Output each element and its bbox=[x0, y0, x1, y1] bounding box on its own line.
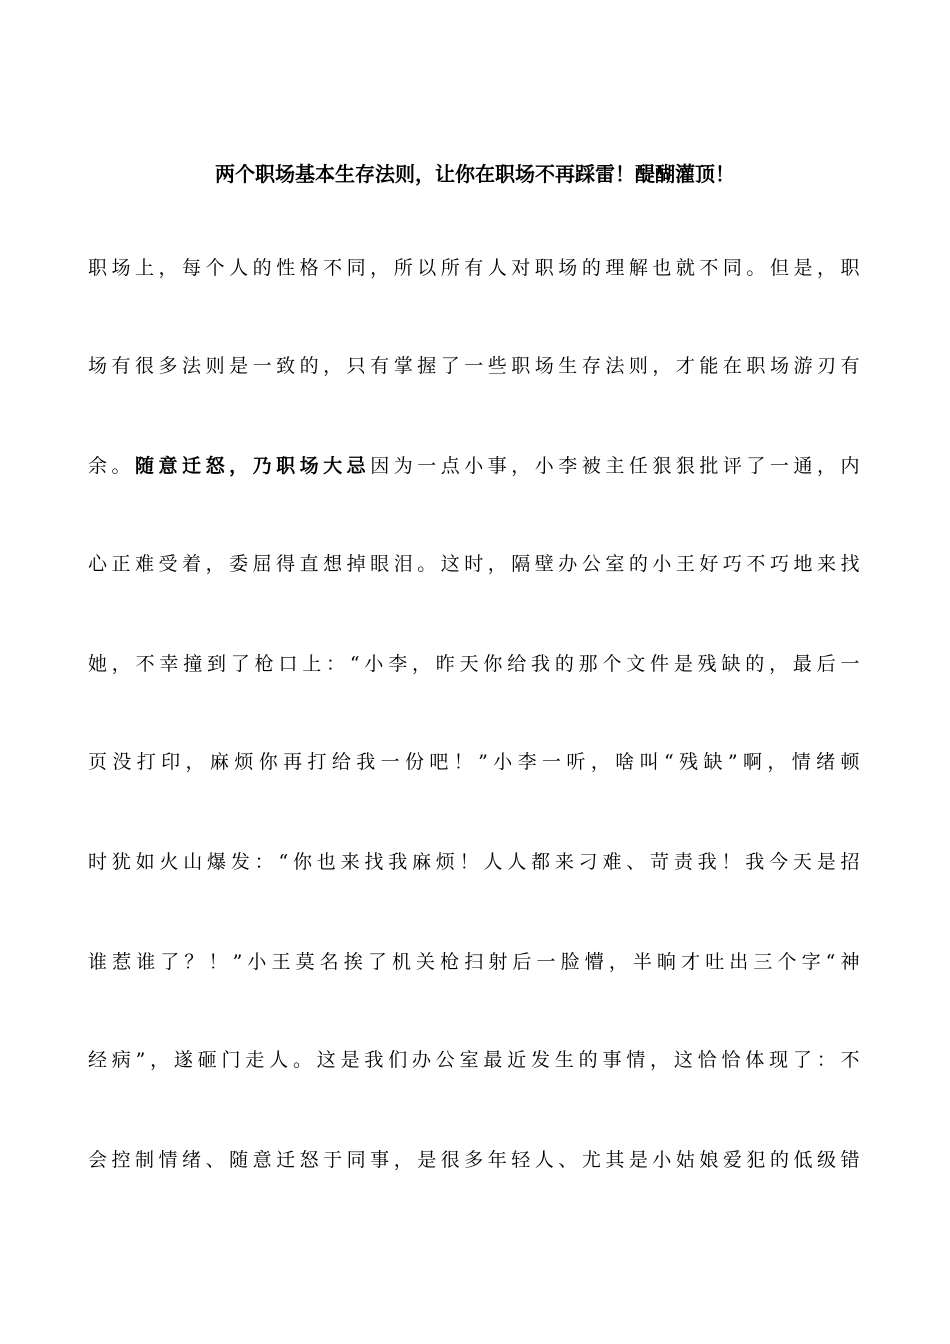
paragraph-line: 她，不幸撞到了枪口上：“小李，昨天你给我的那个文件是残缺的，最后一 bbox=[88, 653, 860, 675]
paragraph-line: 时犹如火山爆发：“你也来找我麻烦！人人都来刁难、苛责我！我今天是招 bbox=[88, 851, 860, 873]
paragraph-line-start: 余。 bbox=[88, 455, 136, 477]
paragraph-line-rest: 因为一点小事，小李被主任狠狠批评了一通，内 bbox=[370, 455, 860, 477]
document-title: 两个职场基本生存法则，让你在职场不再踩雷！醍醐灌顶！ bbox=[215, 162, 735, 186]
paragraph-line bbox=[88, 450, 860, 482]
paragraph-line: 页没打印，麻烦你再打给我一份吧！”小李一听，啥叫“残缺”啊，情绪顿 bbox=[88, 751, 860, 773]
paragraph-line: 心正难受着，委屈得直想掉眼泪。这时，隔壁办公室的小王好巧不巧地来找 bbox=[88, 553, 860, 575]
section-heading: 随意迁怒，乃职场大忌 bbox=[135, 455, 371, 477]
paragraph-line: 经病”，遂砸门走人。这是我们办公室最近发生的事情，这恰恰体现了：不 bbox=[88, 1049, 860, 1071]
paragraph-line: 职场上，每个人的性格不同，所以所有人对职场的理解也就不同。但是，职 bbox=[88, 257, 860, 279]
paragraph-line: 会控制情绪、随意迁怒于同事，是很多年轻人、尤其是小姑娘爱犯的低级错 bbox=[88, 1149, 860, 1171]
paragraph-line: 场有很多法则是一致的，只有掌握了一些职场生存法则，才能在职场游刃有 bbox=[88, 355, 860, 377]
paragraph-line: 谁惹谁了？！”小王莫名挨了机关枪扫射后一脸懵，半晌才吐出三个字“神 bbox=[88, 951, 860, 973]
